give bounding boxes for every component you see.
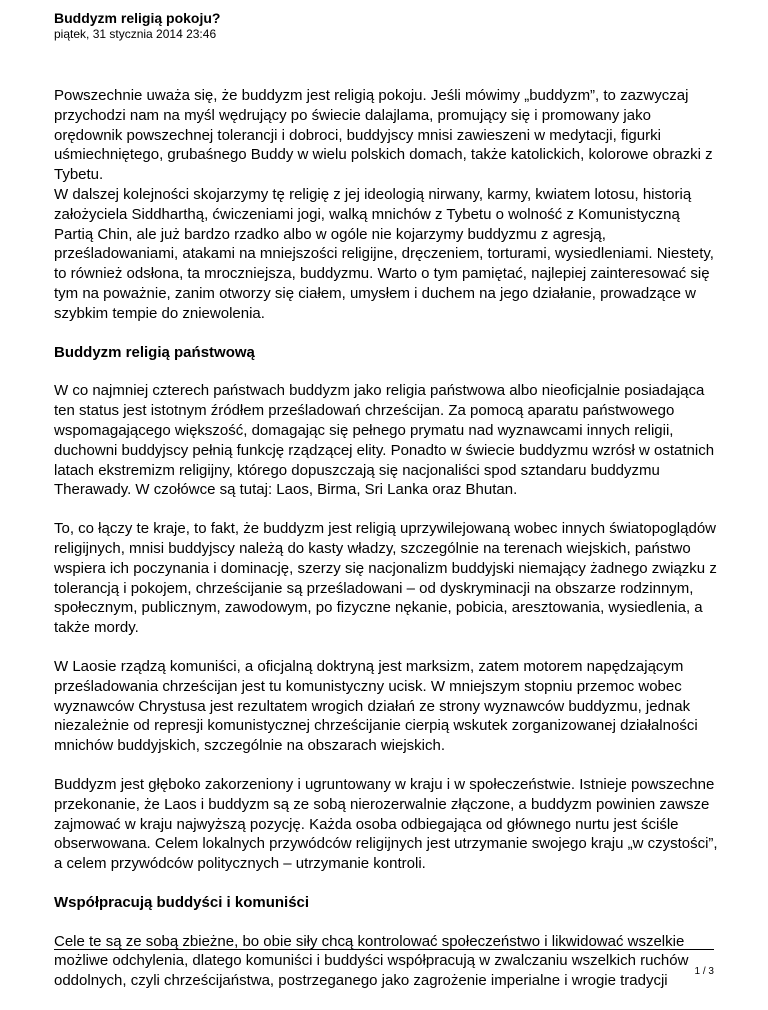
paragraph-four-states: W co najmniej czterech państwach buddyzm jako religia państwowa albo nieoficjalnie posiadająca ten status jest istotnym źródłem prześladowań chrześcijan. Za pomocą aparatu państwowego wspomagającego większość, domagając się pełnego prymatu nad wyznawcami innych religii, duchowni buddyjscy pełnią funkcję rządzącej elity. Ponadto w świecie buddyzmu wzrósł w ostatnich latach ekstremizm religijny, którego dopuszczają się nacjonaliści spod sztandaru buddyzmu Therawady. W czołówce są tutaj: Laos, Birma, Sri Lanka oraz Bhutan. [54,382,715,499]
paragraph-buddhism-rooted: Buddyzm jest głęboko zakorzeniony i ugruntowany w kraju i w społeczeństwie. Istnieje powszechne przekonanie, że Laos i buddyzm są ze sobą nierozerwalnie złączone, a buddyzm powinien zawsze zajmować w kraju najwyższą pozycję. Każda osoba odbiegająca od głównego nurtu jest ściśle obserwowana. Celem lokalnych przywódców religijnych jest utrzymanie swojego kraju „w czystości”, a celem przywódców politycznych – utrzymanie kontroli. [54,775,718,873]
paragraph-intro [54,86,719,185]
paragraph-intro-a: Powszechnie uważa się, że buddyzm jest religią pokoju. Jeśli mówimy „buddyzm”, to zazwyczaj przychodzi nam na myśl wędrujący po świecie dalajlama, promujący się i promowany jako orędownik powszechnej tolerancji i dobroci, buddyjscy mnisi zawieszeni w medytacji, figurki uśmiechniętego, grubaśnego Buddy w wielu polskich domach, także katolickich, kolorowe obrazki z Tybetu. [54,87,713,184]
paragraph-laos: W Laosie rządzą komuniści, a oficjalną doktryną jest marksizm, zatem motorem napędzającym prześladowania chrześcijan jest tu komunistyczny ucisk. W mniejszym stopniu przemoc wobec wyznawców Chrystusa jest rezultatem wrogich działań ze strony wyznawców buddyzmu, jednak niezależnie od represji komunistycznej chrześcijanie cierpią wskutek zorganizowanej działalności mnichów buddyjskich, szczególnie na obszarach wiejskich. [54,657,698,755]
paragraph-shared-goals: Cele te są ze sobą zbieżne, bo obie siły chcą kontrolować społeczeństwo i likwidować wszelkie możliwe odchylenia, dlatego komuniści i buddyści współpracują w zwalczaniu wszelkich ruchów oddolnych, czyli chrześcijaństwa, postrzeganego jako zagrożenie imperialne i wrogie tradycji [54,932,689,990]
footer-divider [54,949,714,950]
section-heading-state-religion: Buddyzm religią państwową [54,343,255,361]
document-title: Buddyzm religią pokoju? [54,10,221,26]
article-body [54,86,719,1010]
page-number: 1 / 3 [694,966,714,977]
document-date: piątek, 31 stycznia 2014 23:46 [54,27,217,41]
section-heading-cooperation: Współpracują buddyści i komuniści [54,893,310,911]
paragraph-common-features: To, co łączy te kraje, to fakt, że buddyzm jest religią uprzywilejowaną wobec innych światopoglądów religijnych, mnisi buddyjscy należą do kasty władzy, szczególnie na terenach wiejskich, państwo wspiera ich poczynania i dominację, szerzy się nacjonalizm buddyjski niemający żadnego związku z tolerancją i pokojem, chrześcijanie są prześladowani – od dyskryminacji na obszarze rodzinnym, społecznym, publicznym, zawodowym, po fizyczne nękanie, pobicia, aresztowania, wysiedlenia, a także mordy. [54,520,717,637]
paragraph-intro-continued: W dalszej kolejności skojarzymy tę religię z jej ideologią nirwany, karmy, kwiatem lotosu, historią założyciela Siddharthą, ćwiczeniami jogi, walką mnichów z Tybetu o wolność z Komunistyczną Partią Chin, ale już bardzo rzadko albo w ogóle nie kojarzymy buddyzmu z agresją, prześladowaniami, atakami na mniejszości religijne, dręczeniem, torturami, wysiedleniami. Niestety, to również odsłona, ta mroczniejsza, buddyzmu. Warto o tym pamiętać, najlepiej zainteresować się tym na poważnie, zanim otworzy się ciałem, umysłem i duchem na jego działanie, prowadzące w szybkim tempie do zniewolenia. [54,185,714,322]
document-header [54,10,220,42]
